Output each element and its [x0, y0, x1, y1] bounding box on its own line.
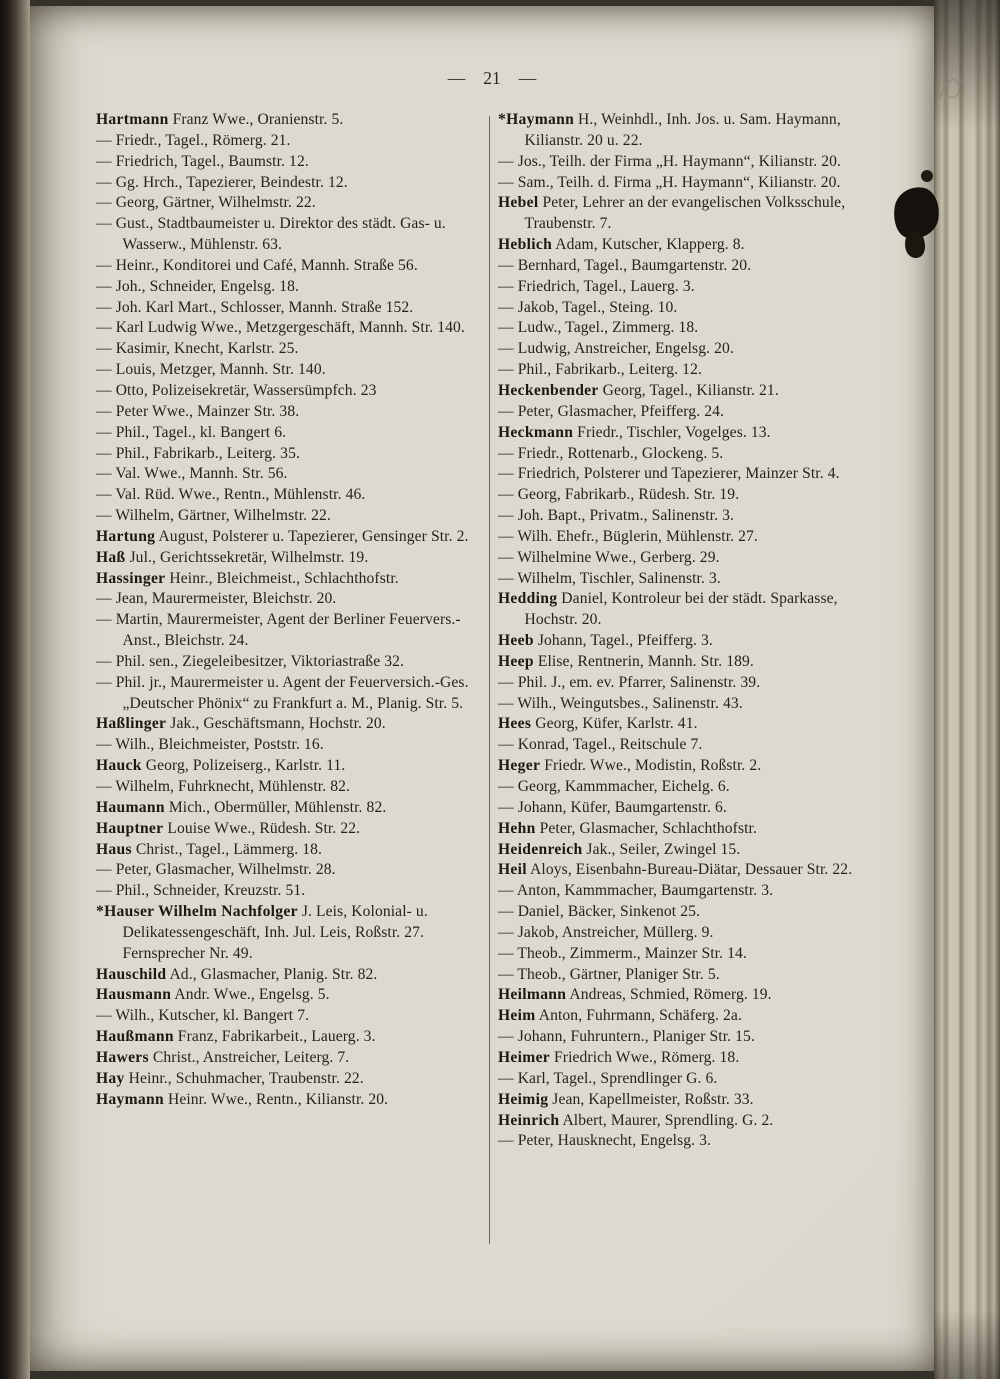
- directory-entry: — Johann, Fuhruntern., Planiger Str. 15.: [498, 1028, 755, 1046]
- directory-entry: — Louis, Metzger, Mannh. Str. 140.: [96, 361, 326, 379]
- directory-entry: — Georg, Gärtner, Wilhelmstr. 22.: [96, 194, 316, 212]
- directory-entry: Heger Friedr. Wwe., Modistin, Roßstr. 2.: [498, 757, 762, 775]
- directory-entry: — Johann, Küfer, Baumgartenstr. 6.: [498, 798, 727, 816]
- entry-headword: Heblich: [498, 236, 553, 254]
- directory-entry: Heimer Friedrich Wwe., Römerg. 18.: [498, 1048, 740, 1066]
- entry-headword: Heil: [498, 861, 527, 879]
- directory-entry: — Karl, Tagel., Sprendlinger G. 6.: [498, 1069, 718, 1087]
- directory-text: [96, 110, 888, 1152]
- directory-entry: Hauptner Louise Wwe., Rüdesh. Str. 22.: [96, 819, 361, 837]
- directory-entry: — Wilh., Bleichmeister, Poststr. 16.: [96, 736, 324, 754]
- directory-entry: — Daniel, Bäcker, Sinkenot 25.: [498, 903, 701, 921]
- entry-headword: Hehn: [498, 819, 536, 837]
- directory-entry: — Kasimir, Knecht, Karlstr. 25.: [96, 340, 299, 358]
- column-left: [96, 110, 482, 1152]
- entry-headword: Heimer: [498, 1048, 551, 1066]
- entry-headword: Hebel: [498, 194, 539, 212]
- entry-headword: *Haymann: [498, 111, 575, 128]
- directory-entry: — Sam., Teilh. d. Firma „H. Haymann“, Kilianstr. 20.: [498, 173, 841, 191]
- directory-entry: — Theob., Gärtner, Planiger Str. 5.: [498, 965, 720, 983]
- directory-entry: — Gg. Hrch., Tapezierer, Beindestr. 12.: [96, 173, 348, 191]
- directory-entry: Hay Heinr., Schuhmacher, Traubenstr. 22.: [96, 1069, 364, 1087]
- directory-entry: — Peter, Hausknecht, Engelsg. 3.: [498, 1132, 712, 1150]
- entry-headword: Haßlinger: [96, 715, 167, 733]
- entry-headword: Hay: [96, 1069, 125, 1087]
- directory-entry: — Friedrich, Tagel., Baumstr. 12.: [96, 152, 309, 170]
- entry-headword: Hedding: [498, 590, 558, 608]
- directory-entry: Haymann Heinr. Wwe., Rentn., Kilianstr. 20.: [96, 1090, 389, 1108]
- entry-headword: Haumann: [96, 798, 165, 816]
- directory-entry: — Bernhard, Tagel., Baumgartenstr. 20.: [498, 256, 752, 274]
- directory-entry: — Jean, Maurermeister, Bleichstr. 20.: [96, 590, 337, 608]
- directory-entry: Haß Jul., Gerichtssekretär, Wilhelmstr. 19.: [96, 548, 369, 566]
- directory-entry: — Wilh. Ehefr., Büglerin, Mühlenstr. 27.: [498, 527, 758, 545]
- directory-entry: — Val. Rüd. Wwe., Rentn., Mühlenstr. 46.: [96, 486, 366, 504]
- directory-entry: Hees Georg, Küfer, Karlstr. 41.: [498, 715, 698, 733]
- directory-entry: — Georg, Kammmacher, Eichelg. 6.: [498, 778, 730, 795]
- entry-headword: Heilmann: [498, 986, 567, 1004]
- directory-entry: Haumann Mich., Obermüller, Mühlenstr. 82.: [96, 798, 387, 816]
- directory-entry: — Phil., Schneider, Kreuzstr. 51.: [96, 882, 306, 900]
- directory-entry: — Georg, Fabrikarb., Rüdesh. Str. 19.: [498, 486, 740, 504]
- directory-entry: — Peter, Glasmacher, Pfeifferg. 24.: [498, 402, 724, 420]
- directory-entry: Hauck Georg, Polizeiserg., Karlstr. 11.: [96, 757, 346, 775]
- directory-entry: Heim Anton, Fuhrmann, Schäferg. 2a.: [498, 1007, 742, 1025]
- directory-entry: Hartmann Franz Wwe., Oranienstr. 5.: [96, 111, 344, 128]
- directory-entry: — Gust., Stadtbaumeister u. Direktor des städt. Gas- u. Wasserw., Mühlenstr. 63.: [96, 215, 446, 254]
- directory-entry: — Friedrich, Polsterer und Tapezierer, Mainzer Str. 4.: [498, 465, 840, 483]
- directory-entry: Heckenbender Georg, Tagel., Kilianstr. 21.: [498, 381, 779, 399]
- directory-entry: — Otto, Polizeisekretär, Wassersümpfch. 23: [96, 381, 377, 399]
- entry-headword: Haus: [96, 840, 132, 858]
- directory-entry: — Wilh., Weingutsbes., Salinenstr. 43.: [498, 694, 743, 712]
- entry-headword: Hees: [498, 715, 532, 733]
- book-binding-edge: [0, 0, 30, 1379]
- directory-entry: — Peter, Glasmacher, Wilhelmstr. 28.: [96, 861, 336, 879]
- directory-entry: — Anton, Kammmacher, Baumgartenstr. 3.: [498, 882, 774, 900]
- column-right: [498, 110, 888, 1152]
- page-number: 21: [483, 68, 501, 88]
- directory-entry: — Ludw., Tagel., Zimmerg. 18.: [498, 319, 699, 337]
- entry-headword: Heckenbender: [498, 381, 599, 399]
- directory-entry: Heil Aloys, Eisenbahn-Bureau-Diätar, Dessauer Str. 22.: [498, 861, 853, 879]
- entry-headword: Hartmann: [96, 111, 169, 128]
- directory-entry: — Joh. Bapt., Privatm., Salinenstr. 3.: [498, 507, 734, 525]
- directory-entry: — Wilh., Kutscher, kl. Bangert 7.: [96, 1007, 310, 1025]
- entry-headword: Heidenreich: [498, 840, 583, 858]
- entry-headword: Heger: [498, 757, 541, 775]
- directory-entry: — Jakob, Tagel., Steing. 10.: [498, 298, 678, 316]
- directory-entry: — Martin, Maurermeister, Agent der Berliner Feuervers.-Anst., Bleichstr. 24.: [96, 611, 461, 650]
- entry-headword: Heckmann: [498, 423, 574, 441]
- directory-entry: Heimig Jean, Kapellmeister, Roßstr. 33.: [498, 1090, 754, 1108]
- header-dash-left: —: [447, 68, 466, 88]
- directory-entry: Heeb Johann, Tagel., Pfeifferg. 3.: [498, 632, 713, 650]
- directory-entry: — Friedr., Tagel., Römerg. 21.: [96, 131, 291, 149]
- entry-headword: Haß: [96, 548, 126, 566]
- entry-headword: Haußmann: [96, 1028, 174, 1046]
- directory-entry: — Val. Wwe., Mannh. Str. 56.: [96, 465, 288, 483]
- directory-entry: Haßlinger Jak., Geschäftsmann, Hochstr. 20.: [96, 715, 386, 733]
- directory-entry: — Joh., Schneider, Engelsg. 18.: [96, 277, 300, 295]
- entry-headword: Hauschild: [96, 965, 167, 983]
- directory-entry: Heinrich Albert, Maurer, Sprendling. G. 2.: [498, 1111, 774, 1129]
- directory-entry: — Friedr., Rottenarb., Glockeng. 5.: [498, 444, 724, 462]
- directory-entry: Haus Christ., Tagel., Lämmerg. 18.: [96, 840, 323, 858]
- entry-headword: Hauptner: [96, 819, 164, 837]
- header-dash-right: —: [518, 68, 537, 88]
- entry-headword: Haymann: [96, 1090, 164, 1108]
- directory-entry: — Wilhelm, Tischler, Salinenstr. 3.: [498, 569, 721, 587]
- directory-entry: *Hauser Wilhelm Nachfolger J. Leis, Kolonial- u. Delikatessengeschäft, Inh. Jul. Leis, Roßstr. 27. Fernsprecher Nr. 49.: [96, 903, 428, 962]
- directory-entry: Hartung August, Polsterer u. Tapezierer, Gensinger Str. 2.: [96, 527, 469, 545]
- directory-entry: — Jakob, Anstreicher, Müllerg. 9.: [498, 923, 714, 941]
- pencil-mark: [936, 70, 974, 106]
- directory-entry: — Theob., Zimmerm., Mainzer Str. 14.: [498, 944, 747, 962]
- directory-entry: Haußmann Franz, Fabrikarbeit., Lauerg. 3.: [96, 1028, 376, 1046]
- directory-entry: — Wilhelm, Gärtner, Wilhelmstr. 22.: [96, 507, 331, 525]
- ink-stain-dot: [921, 170, 933, 182]
- directory-entry: Hawers Christ., Anstreicher, Leiterg. 7.: [96, 1048, 350, 1066]
- directory-entry: — Phil., Fabrikarb., Leiterg. 35.: [96, 444, 300, 462]
- directory-entry: — Peter Wwe., Mainzer Str. 38.: [96, 402, 300, 420]
- entry-headword: Heeb: [498, 632, 534, 650]
- entry-headword: Hassinger: [96, 569, 166, 587]
- directory-entry: Hauschild Ad., Glasmacher, Planig. Str. 82.: [96, 965, 378, 983]
- directory-entry: — Phil., Fabrikarb., Leiterg. 12.: [498, 361, 702, 379]
- entry-headword: Hartung: [96, 527, 156, 545]
- directory-entry: Heep Elise, Rentnerin, Mannh. Str. 189.: [498, 652, 754, 670]
- directory-entry: Heilmann Andreas, Schmied, Römerg. 19.: [498, 986, 772, 1004]
- page-edge-stripes: [934, 0, 1000, 1379]
- entry-headword: Heimig: [498, 1090, 549, 1108]
- directory-entry: — Konrad, Tagel., Reitschule 7.: [498, 736, 703, 754]
- entry-headword: *Hauser Wilhelm Nachfolger: [96, 903, 298, 921]
- directory-entry: Hausmann Andr. Wwe., Engelsg. 5.: [96, 986, 330, 1004]
- entry-headword: Heep: [498, 652, 534, 670]
- directory-entry: — Friedrich, Tagel., Lauerg. 3.: [498, 277, 695, 295]
- directory-entry: Hehn Peter, Glasmacher, Schlachthofstr.: [498, 819, 757, 837]
- directory-entry: — Phil. sen., Ziegeleibesitzer, Viktoriastraße 32.: [96, 652, 405, 670]
- directory-entry: *Haymann H., Weinhdl., Inh. Jos. u. Sam. Haymann, Kilianstr. 20 u. 22.: [498, 111, 841, 149]
- directory-entry: Heidenreich Jak., Seiler, Zwingel 15.: [498, 840, 741, 858]
- directory-entry: Heblich Adam, Kutscher, Klapperg. 8.: [498, 236, 745, 254]
- directory-entry: — Jos., Teilh. der Firma „H. Haymann“, Kilianstr. 20.: [498, 152, 842, 170]
- entry-headword: Heinrich: [498, 1111, 560, 1129]
- directory-entry: — Phil. jr., Maurermeister u. Agent der Feuerversich.-Ges. „Deutscher Phönix“ zu Frankfurt a. M., Planig. Str. 5.: [96, 673, 469, 712]
- directory-entry: Hebel Peter, Lehrer an der evangelischen Volksschule, Traubenstr. 7.: [498, 194, 846, 233]
- directory-entry: Hassinger Heinr., Bleichmeist., Schlachthofstr.: [96, 569, 399, 587]
- directory-entry: — Karl Ludwig Wwe., Metzgergeschäft, Mannh. Str. 140.: [96, 319, 465, 337]
- directory-entry: — Heinr., Konditorei und Café, Mannh. Straße 56.: [96, 256, 418, 274]
- directory-entry: — Wilhelmine Wwe., Gerberg. 29.: [498, 548, 720, 566]
- directory-entry: Heckmann Friedr., Tischler, Vogelges. 13.: [498, 423, 771, 441]
- directory-entry: — Wilhelm, Fuhrknecht, Mühlenstr. 82.: [96, 778, 350, 795]
- page-header: [96, 68, 888, 89]
- directory-entry: — Ludwig, Anstreicher, Engelsg. 20.: [498, 340, 734, 358]
- directory-entry: Hedding Daniel, Kontroleur bei der städt. Sparkasse, Hochstr. 20.: [498, 590, 838, 629]
- entry-headword: Hausmann: [96, 986, 172, 1004]
- entry-headword: Hauck: [96, 757, 142, 775]
- directory-entry: — Phil. J., em. ev. Pfarrer, Salinenstr. 39.: [498, 673, 761, 691]
- directory-entry: — Phil., Tagel., kl. Bangert 6.: [96, 423, 287, 441]
- page: [30, 6, 934, 1371]
- directory-entry: — Joh. Karl Mart., Schlosser, Mannh. Straße 152.: [96, 298, 414, 316]
- entry-headword: Heim: [498, 1007, 536, 1025]
- entry-headword: Hawers: [96, 1048, 149, 1066]
